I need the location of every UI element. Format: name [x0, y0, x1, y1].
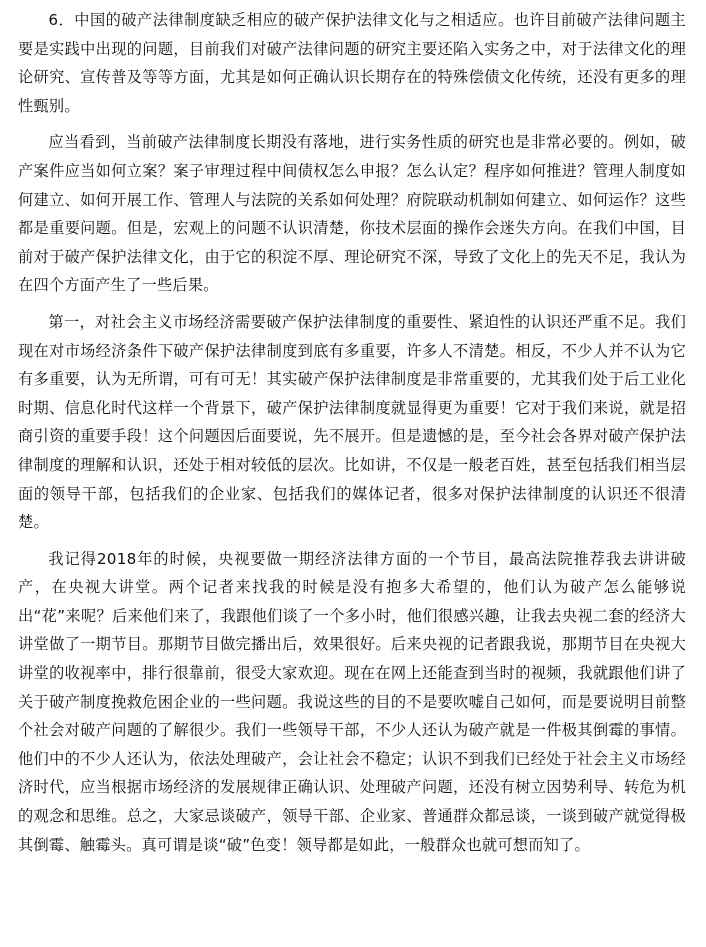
paragraph-2: 应当看到，当前破产法律制度长期没有落地，进行实务性质的研究也是非常必要的。例如，破产案件应当如何立案？案子审理过程中间债权怎么申报？怎么认定？程序如何推进？管理人制度如何建立、如何开展工作、管理人与法院的关系如何处理？府院联动机制如何建立、如何运作？这些都是重要问题。但是，宏观上的问题不认识清楚，你技术层面的操作会迷失方向。在我们中国，目前对于破产保护法律文化，由于它的积淀不厚、理论研究不深，导致了文化上的先天不足，我认为在四个方面产生了一些后果。 — [18, 133, 686, 295]
paragraph-4: 我记得2018年的时候，央视要做一期经济法律方面的一个节目，最高法院推荐我去讲讲破产，在央视大讲堂。两个记者来找我的时候是没有抱多大希望的，他们认为破产怎么能够说出“花”来呢？后来他们来了，我跟他们谈了一个多小时，他们很感兴趣，让我去央视二套的经济大讲堂做了一期节目。那期节目做完播出后，效果很好。后来央视的记者跟我说，那期节目在央视大讲堂的收视率中，排行很靠前，很受大家欢迎。现在在网上还能查到当时的视频，我就跟他们讲了关于破产制度挽救危困企业的一些问题。我说这些的目的不是要吹嘘自己如何，而是要说明目前整个社会对破产问题的了解很少。我们一些领导干部，不少人还认为破产就是一件极其倒霉的事情。他们中的不少人还认为，依法处理破产，会让社会不稳定；认识不到我们已经处于社会主义市场经济时代，应当根据市场经济的发展规律正确认识、处理破产问题，还没有树立因势利导、转危为机的观念和思维。总之，大家忌谈破产，领导干部、企业家、普通群众都忌谈，一谈到破产就觉得极其倒霉、触霉头。真可谓是谈“破”色变！领导都是如此，一般群众也就可想而知了。 — [18, 549, 686, 854]
paragraph-1: 6．中国的破产法律制度缺乏相应的破产保护法律文化与之相适应。也许目前破产法律问题主要是实践中出现的问题，目前我们对破产法律问题的研究主要还陷入实务之中，对于法律文化的理论研究、宣传普及等等方面，尤其是如何正确认识长期存在的特殊偿债文化传统，还没有更多的理性甄别。 — [18, 11, 686, 115]
paragraph-3: 第一，对社会主义市场经济需要破产保护法律制度的重要性、紧迫性的认识还严重不足。我们现在对市场经济条件下破产保护法律制度到底有多重要，许多人不清楚。相反，不少人并不认为它有多重要，认为无所谓，可有可无！其实破产保护法律制度是非常重要的，尤其我们处于后工业化时期、信息化时代这样一个背景下，破产保护法律制度就显得更为重要！它对于我们来说，就是招商引资的重要手段！这个问题因后面要说，先不展开。但是遗憾的是，至今社会各界对破产保护法律制度的理解和认识，还处于相对较低的层次。比如讲，不仅是一般老百姓，甚至包括我们相当层面的领导干部，包括我们的企业家、包括我们的媒体记者，很多对保护法律制度的认识还不很清楚。 — [18, 312, 686, 532]
document-page — [18, 6, 686, 867]
